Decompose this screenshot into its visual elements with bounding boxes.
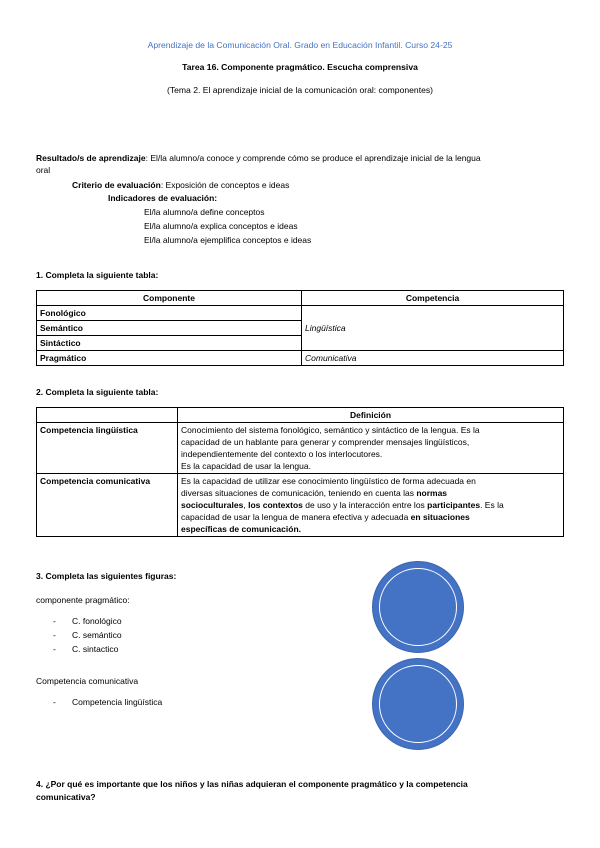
q2-row-linguistica: Competencia lingüística [37, 423, 178, 474]
bullet-dash: - [53, 616, 56, 626]
q4-line-1: 4. ¿Por qué es importante que los niños y las niñas adquieran el componente pragmático y la competencia [36, 779, 468, 789]
indicator-item: El/la alumno/a define conceptos [144, 207, 265, 217]
q3-group2-item: Competencia lingüística [72, 697, 163, 707]
course-title: Aprendizaje de la Comunicación Oral. Grado en Educación Infantil. Curso 24-25 [147, 40, 453, 50]
def-line: independientemente del contexto o los interlocutores. [181, 449, 383, 459]
q3-group1-item: C. sintactico [72, 644, 119, 654]
task-title: Tarea 16. Componente pragmático. Escucha comprensiva [182, 62, 418, 72]
q3-group1-item: C. fonológico [72, 616, 122, 626]
q3-title: 3. Completa las siguientes figuras: [36, 571, 177, 581]
q1-row-sintactico: Sintáctico [37, 336, 302, 351]
def-bold: participantes [427, 500, 481, 510]
def-line: Conocimiento del sistema fonológico, semántico y sintáctico de la lengua. Es la [181, 425, 480, 435]
q2-col-definicion: Definición [178, 408, 564, 423]
topic-subtitle: (Tema 2. El aprendizaje inicial de la comunicación oral: componentes) [166, 85, 434, 95]
outcome-line-2: oral [36, 165, 51, 175]
q1-row-fonologico: Fonológico [37, 306, 302, 321]
q1-table [36, 290, 564, 366]
bullet-dash: - [53, 697, 56, 707]
def-line [181, 499, 560, 511]
q1-row-semantico: Semántico [37, 321, 302, 336]
def-text: . Es la [480, 500, 504, 510]
q2-def-comunicativa [178, 474, 564, 537]
indicator-item: El/la alumno/a explica conceptos e ideas [144, 221, 298, 231]
def-text: capacidad de usar la lengua de manera efectiva y adecuada [181, 512, 411, 522]
def-line: Es la capacidad de utilizar ese conocimiento lingüístico de forma adecuada en [181, 476, 476, 486]
q3-group2-label: Competencia comunicativa [36, 676, 139, 686]
indicator-item: El/la alumno/a ejemplifica conceptos e ideas [144, 235, 312, 245]
q1-col-componente: Componente [37, 291, 302, 306]
figure-inner-circle [379, 665, 457, 743]
bullet-dash: - [53, 630, 56, 640]
def-line [181, 487, 560, 499]
def-line: capacidad de un hablante para generar y comprender mensajes lingüísticos, [181, 437, 470, 447]
outcome-text: : El/la alumno/a conoce y comprende cómo se produce el aprendizaje inicial de la lengua [145, 153, 481, 163]
criterion-label: Criterio de evaluación [72, 180, 161, 190]
criterion-text: : Exposición de conceptos e ideas [160, 180, 290, 190]
q4-line-2: comunicativa? [36, 792, 96, 802]
q1-col-competencia: Competencia [302, 291, 564, 306]
def-text: de uso y la interacción entre los [302, 500, 428, 510]
figure-circle-pragmatic [372, 561, 464, 653]
q3-group1-item: C. semántico [72, 630, 122, 640]
criterion-line [72, 179, 289, 191]
q2-title: 2. Completa la siguiente tabla: [36, 387, 159, 397]
outcome-line [36, 152, 481, 164]
def-bold: normas [416, 488, 448, 498]
q1-title: 1. Completa la siguiente tabla: [36, 270, 159, 280]
figure-circle-communicative [372, 658, 464, 750]
outcome-label: Resultado/s de aprendizaje [36, 153, 146, 163]
def-line: Es la capacidad de usar la lengua. [181, 461, 311, 471]
def-bold: los contextos [248, 500, 303, 510]
q2-empty-header [37, 408, 178, 423]
def-bold: socioculturales [181, 500, 244, 510]
q2-row-comunicativa: Competencia comunicativa [37, 474, 178, 537]
def-bold: en situaciones [410, 512, 470, 522]
def-line: específicas de comunicación. [181, 524, 301, 534]
q1-cell-comunicativa: Comunicativa [302, 351, 564, 366]
bullet-dash: - [53, 644, 56, 654]
indicators-label: Indicadores de evaluación: [108, 193, 218, 203]
def-text: diversas situaciones de comunicación, teniendo en cuenta las [181, 488, 417, 498]
def-line [181, 511, 560, 523]
def-text: , [243, 500, 249, 510]
q2-def-linguistica [178, 423, 564, 474]
figure-inner-circle [379, 568, 457, 646]
q2-table [36, 407, 564, 537]
q3-group1-label: componente pragmático: [36, 595, 130, 605]
q1-cell-linguistica: Lingüística [302, 306, 564, 351]
q1-row-pragmatico: Pragmático [37, 351, 302, 366]
